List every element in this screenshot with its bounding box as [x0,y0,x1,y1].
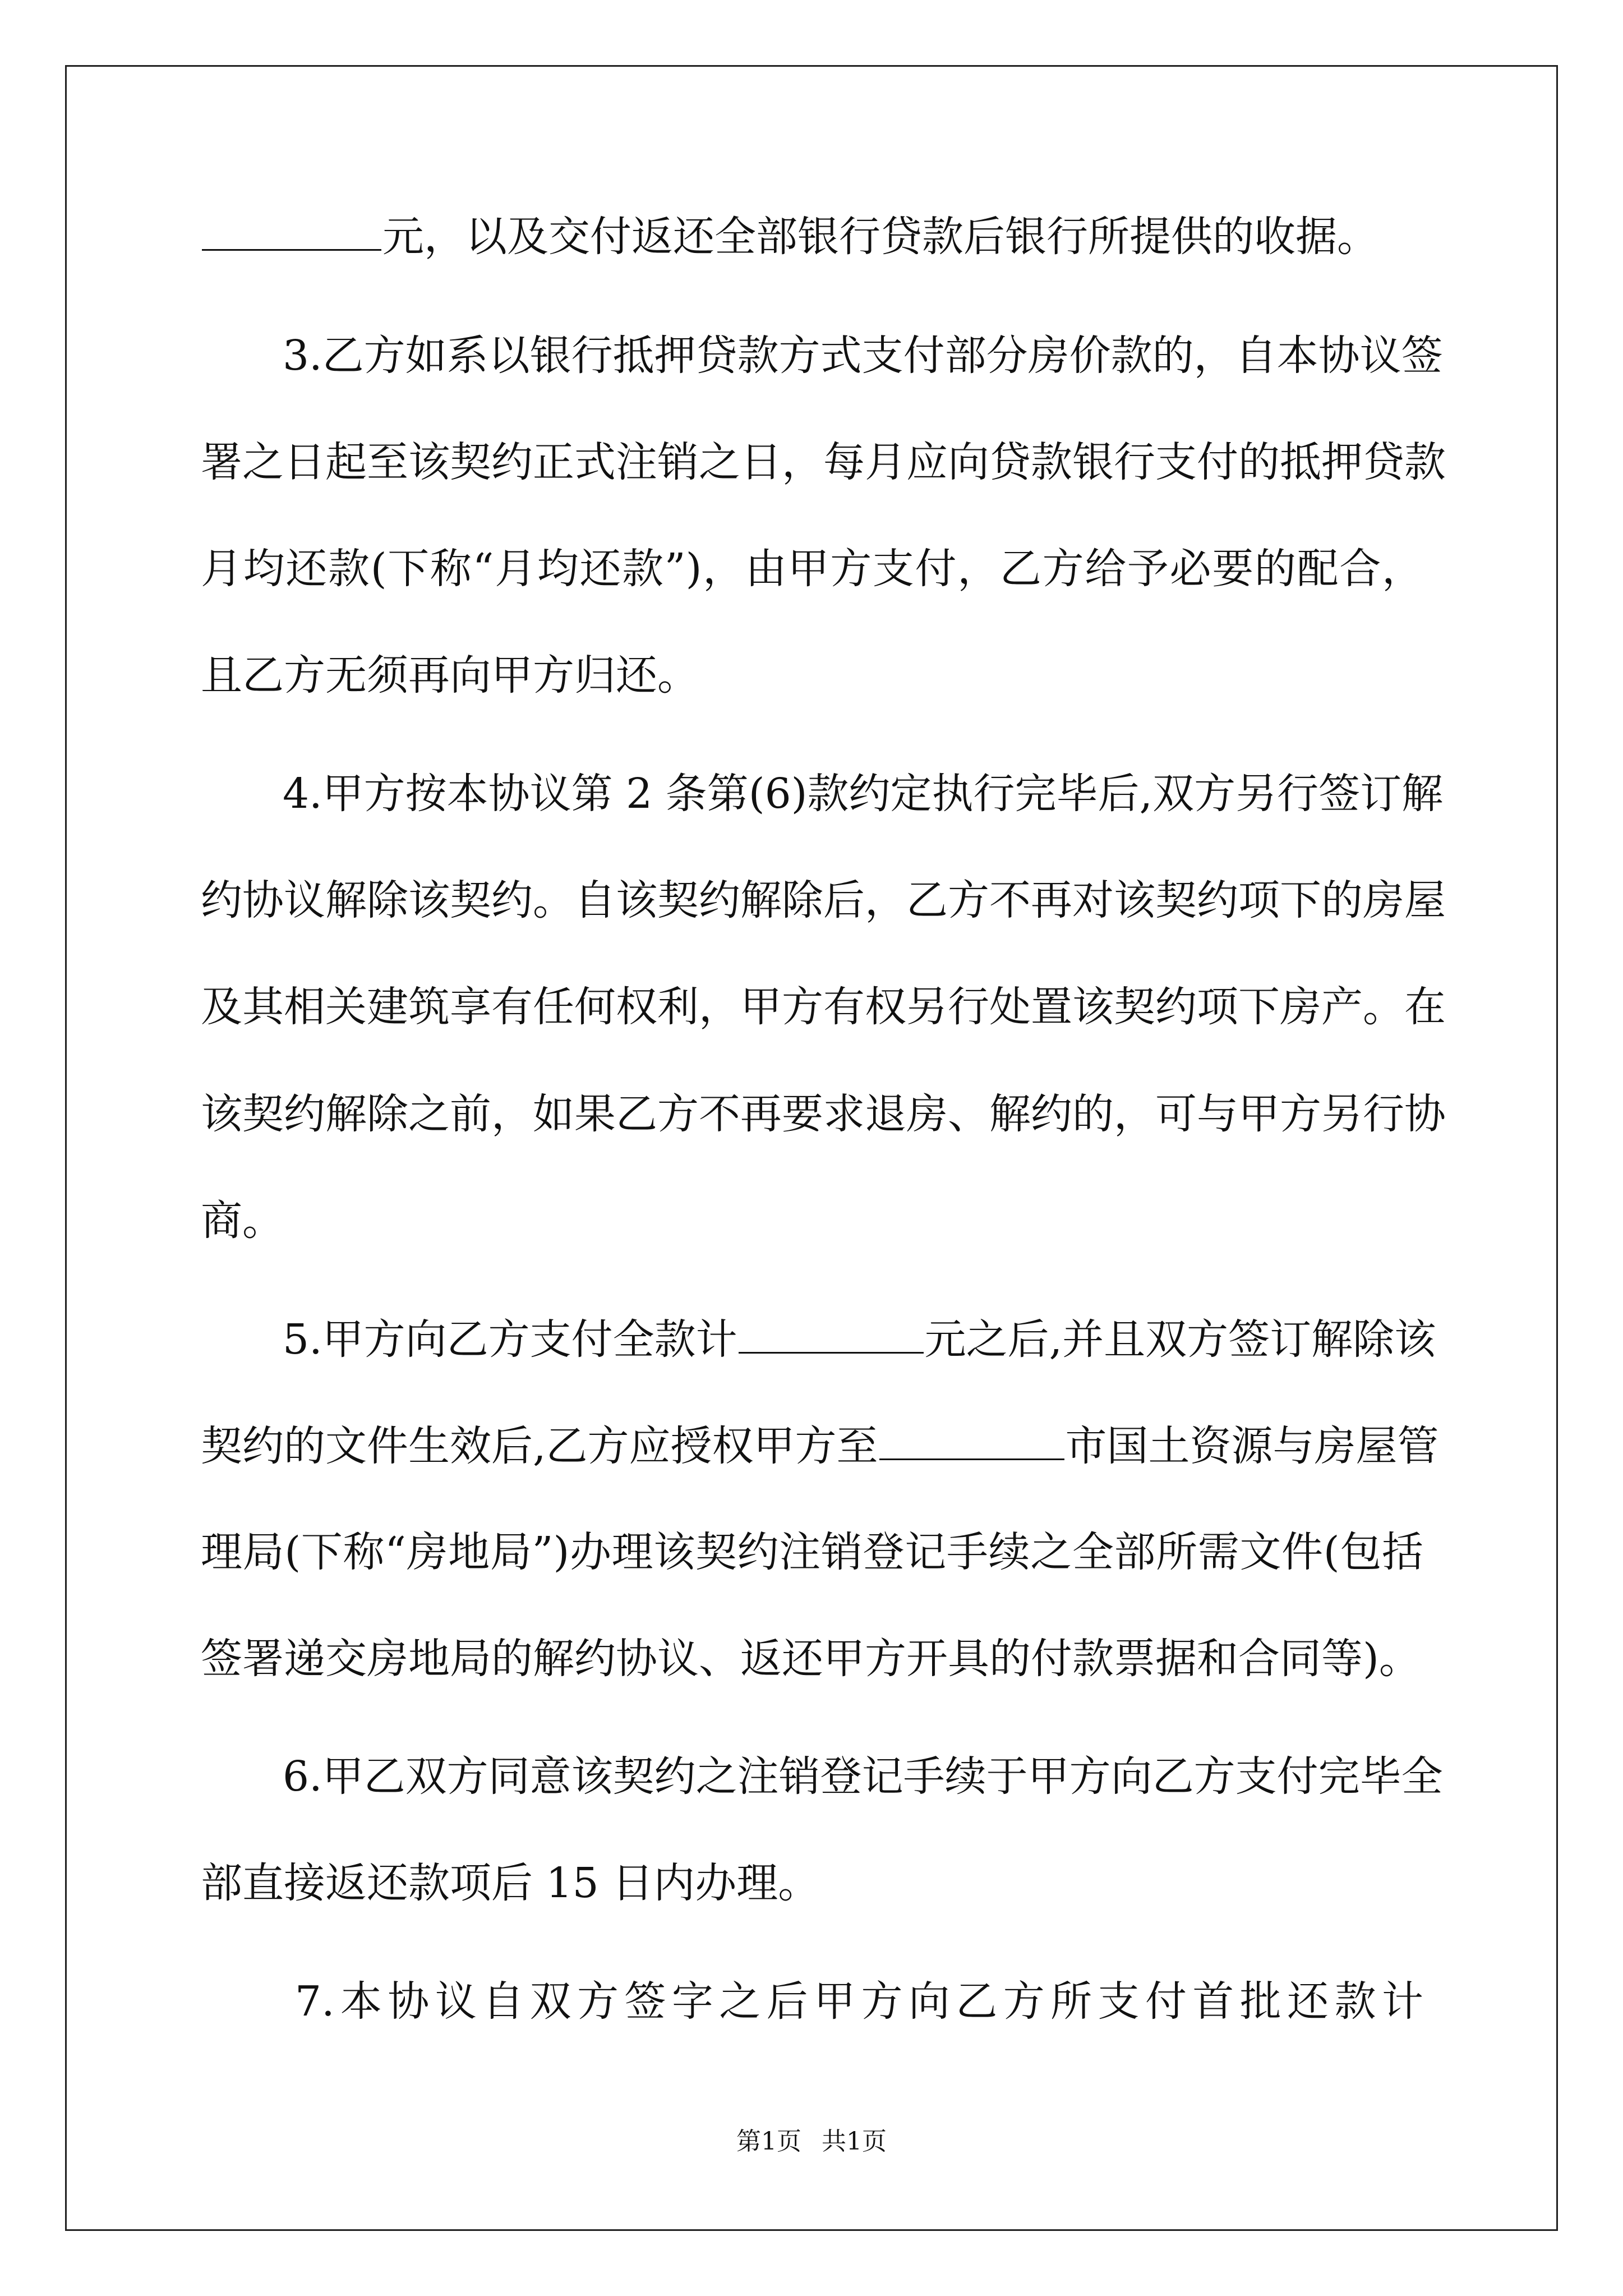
fill-in-blank [739,1310,924,1354]
text-line-4: 月均还款(下称“月均还款”)，由甲方支付，乙方给予必要的配合， [201,545,1423,593]
text-line-9: 该契约解除之前，如果乙方不再要求退房、解约的，可与甲方另行协 [201,1090,1446,1138]
page-total: 共1页 [822,2127,887,2156]
text-line-17: 7.本协议自双方签字之后甲方向乙方所支付首批还款计 [295,1977,1423,2026]
text-line-12-part-2: 市国土资源与房屋管 [1065,1422,1439,1470]
text-line-10: 商。 [201,1197,284,1245]
fill-in-blank [879,1417,1064,1460]
text-line-11-part-1: 5.甲方向乙方支付全款计 [283,1315,737,1364]
page-number: 第1页 [736,2127,801,2156]
text-line-2: 3.乙方如系以银行抵押贷款方式支付部分房价款的，自本协议签 [283,332,1443,380]
text-line-11-part-2: 元之后,并且双方签订解除该 [924,1315,1436,1364]
text-line-6: 4.甲方按本协议第 2 条第(6)款约定执行完毕后,双方另行签订解 [283,770,1444,818]
fill-in-blank [202,208,381,251]
text-line-15: 6.甲乙双方同意该契约之注销登记手续于甲方向乙方支付完毕全 [283,1752,1443,1801]
text-line-1 [201,208,1378,264]
text-line-12-part-1: 契约的文件生效后,乙方应授权甲方至 [201,1422,878,1470]
page-footer [0,2125,1623,2159]
text-line-16: 部直接返还款项后 15 日内办理。 [201,1859,820,1907]
text-line-13: 理局(下称“房地局”)办理该契约注销登记手续之全部所需文件(包括 [201,1528,1423,1576]
text-line-1-content: 元，以及交付返还全部银行贷款后银行所提供的收据。 [382,213,1378,261]
text-line-8: 及其相关建筑享有任何权利，甲方有权另行处置该契约项下房产。在 [201,983,1446,1031]
text-line-12 [201,1417,1439,1473]
text-line-5: 且乙方无须再向甲方归还。 [201,651,699,700]
text-line-3: 署之日起至该契约正式注销之日，每月应向贷款银行支付的抵押贷款 [201,438,1446,486]
text-line-7: 约协议解除该契约。自该契约解除后，乙方不再对该契约项下的房屋 [201,876,1446,924]
text-line-11 [201,1310,1436,1366]
text-line-14: 签署递交房地局的解约协议、返还甲方开具的付款票据和合同等)。 [201,1635,1421,1683]
